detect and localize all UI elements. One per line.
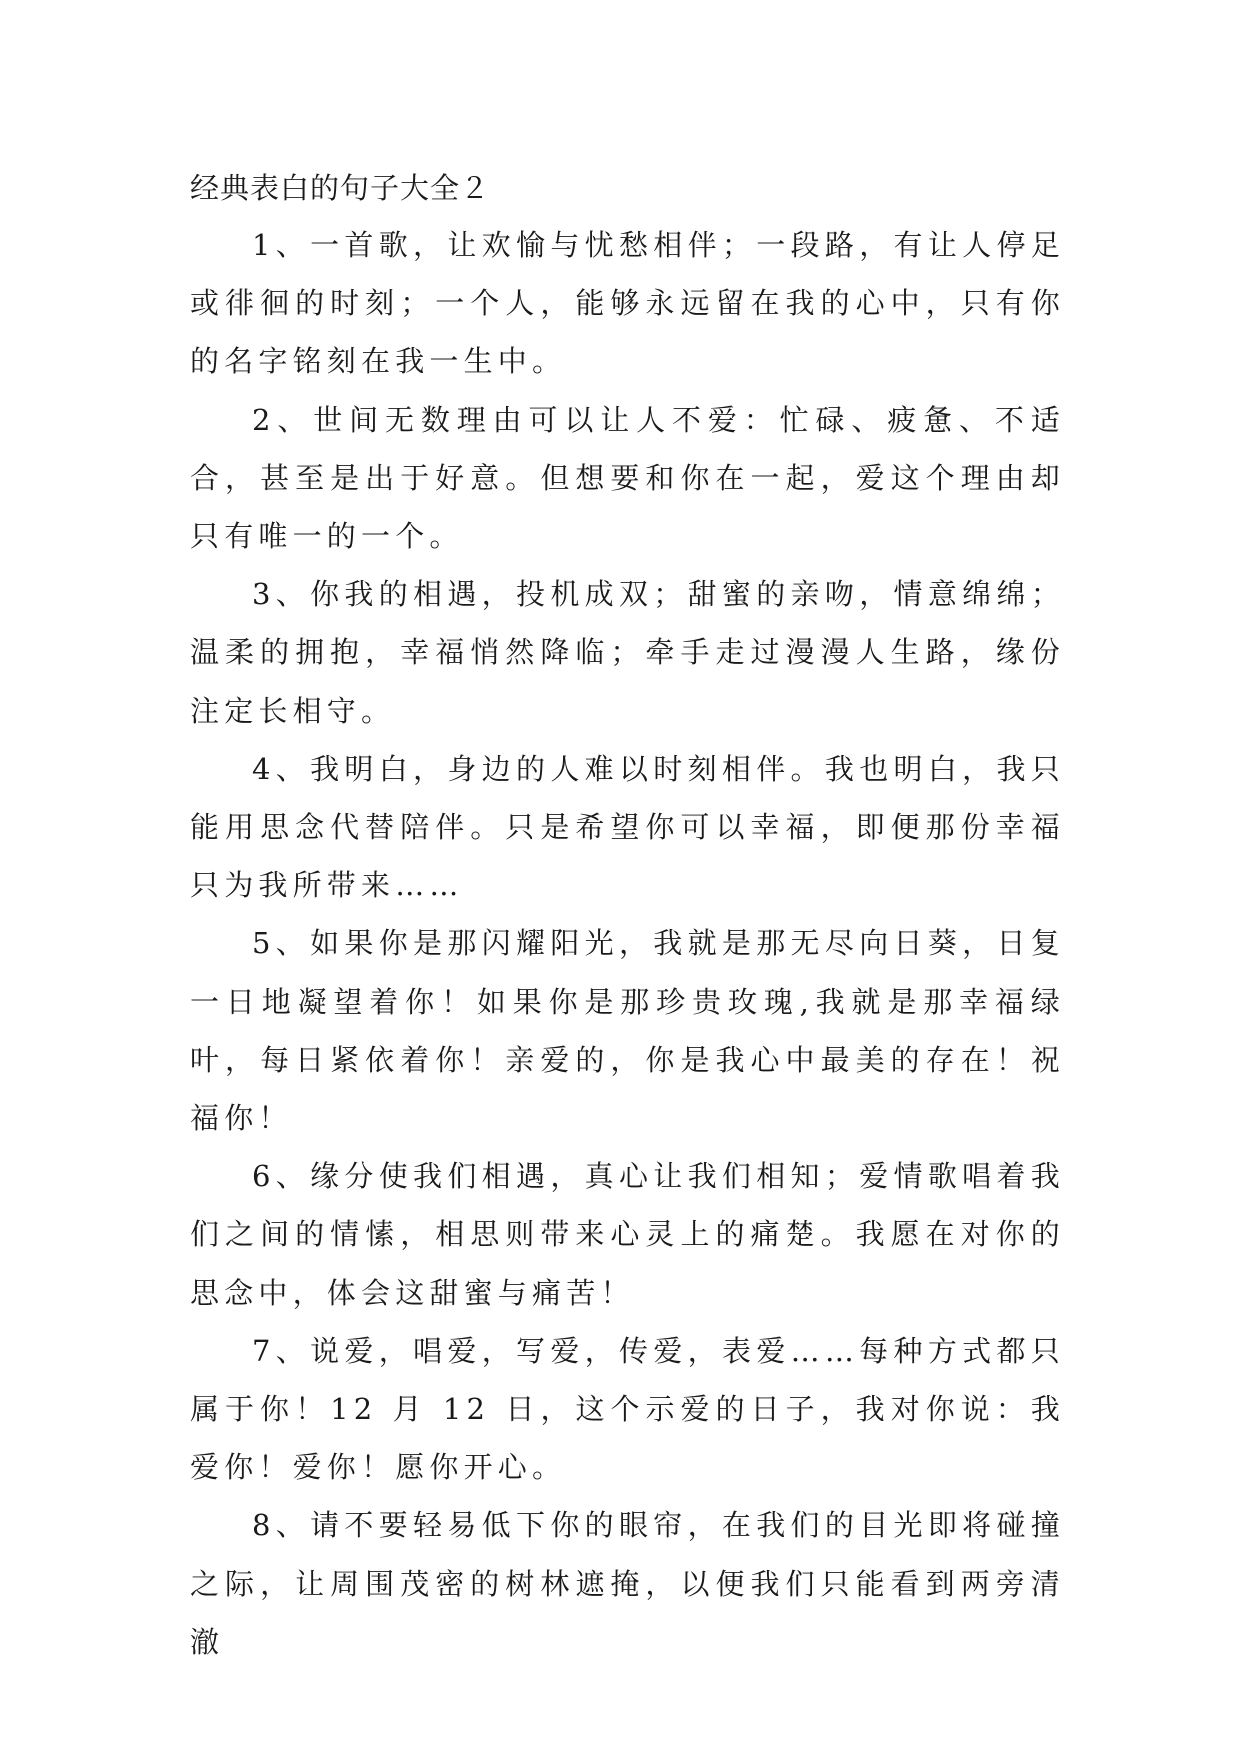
paragraph-2: 2、世间无数理由可以让人不爱：忙碌、疲惫、不适合，甚至是出于好意。但想要和你在一起，爱这个理由却只有唯一的一个。 [190, 402, 1065, 554]
document-body [190, 160, 1065, 1671]
document-title: 经典表白的句子大全２ [190, 171, 491, 205]
paragraph-8: 8、请不要轻易低下你的眼帘，在我们的目光即将碰撞之际，让周围茂密的树林遮掩，以便我们只能看到两旁清澈 [190, 1508, 1065, 1659]
paragraph-7: 7、说爱，唱爱，写爱，传爱，表爱……每种方式都只属于你！12 月 12 日，这个示爱的日子，我对你说：我爱你！爱你！愿你开心。 [190, 1333, 1065, 1485]
paragraph-5: 5、如果你是那闪耀阳光，我就是那无尽向日葵，日复一日地凝望着你！如果你是那珍贵玫瑰,我就是那幸福绿叶，每日紧依着你！亲爱的，你是我心中最美的存在！祝福你！ [190, 926, 1065, 1136]
paragraph-1: 1、一首歌，让欢愉与忧愁相伴；一段路，有让人停足或徘徊的时刻；一个人，能够永远留在我的心中，只有你的名字铭刻在我一生中。 [190, 228, 1065, 379]
paragraph-4: 4、我明白，身边的人难以时刻相伴。我也明白，我只能用思念代替陪伴。只是希望你可以幸福，即便那份幸福只为我所带来…… [190, 751, 1065, 903]
paragraph-6: 6、缘分使我们相遇，真心让我们相知；爱情歌唱着我们之间的情愫，相思则带来心灵上的痛楚。我愿在对你的思念中，体会这甜蜜与痛苦！ [190, 1159, 1065, 1310]
paragraph-3: 3、你我的相遇，投机成双；甜蜜的亲吻，情意绵绵；温柔的拥抱，幸福悄然降临；牵手走过漫漫人生路，缘份注定长相守。 [190, 577, 1065, 728]
